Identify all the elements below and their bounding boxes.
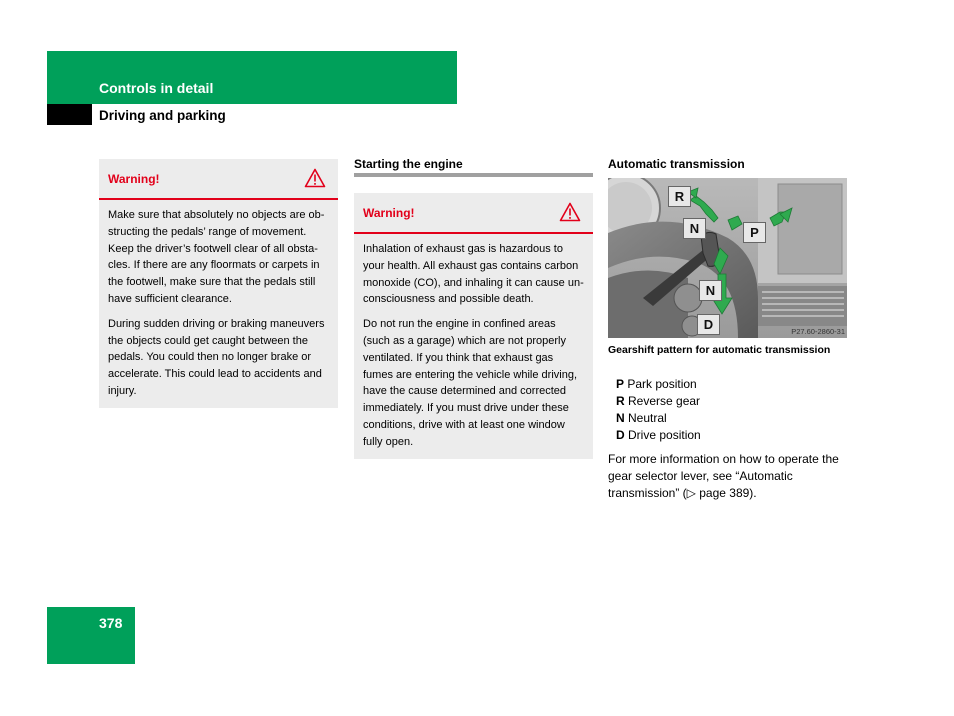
legend-text: Reverse gear (628, 394, 701, 408)
gear-label-d: D (697, 314, 720, 335)
warning-header (99, 159, 338, 200)
heading-rule (354, 173, 593, 177)
starting-engine-heading: Starting the engine (354, 157, 463, 171)
legend-key: D (616, 428, 625, 442)
warning-paragraph: Do not run the engine in confined areas (such as a garage) which are not properly ventilated. If you think that exhaust gas fumes are entering the vehicle while driving, have the cause determined and corrected immediately. If you must drive under these conditions, drive with at least one window fully open. (363, 318, 578, 448)
gear-label-n-bottom: N (699, 280, 722, 301)
legend-item (616, 393, 701, 410)
gearshift-illustration (608, 178, 847, 338)
legend-key: P (616, 377, 625, 391)
legend-text: Drive position (628, 428, 701, 442)
legend-text: Park position (627, 377, 697, 391)
legend-item (616, 410, 701, 427)
warning-triangle-icon (304, 168, 326, 188)
warning-triangle-icon (559, 202, 581, 222)
gear-label-p: P (743, 222, 766, 243)
warning-label: Warning! (108, 172, 160, 186)
page-number: 378 (99, 615, 123, 631)
warning-paragraph: During sudden driving or braking maneuvers the objects could get caught between the pedals. You could then no longer brake or accelerate. This could lead to accidents and injury. (108, 317, 325, 397)
legend-key: N (616, 411, 625, 425)
warning-label: Warning! (363, 206, 415, 220)
automatic-transmission-heading: Automatic transmission (608, 157, 745, 171)
warning-body (99, 200, 338, 408)
section-subtitle: Driving and parking (99, 108, 226, 123)
gear-legend (616, 376, 701, 444)
left-warning-box (99, 159, 338, 408)
middle-warning-box (354, 193, 593, 459)
warning-header (354, 193, 593, 234)
figure-code: P27.60-2860-31 (791, 327, 845, 336)
warning-paragraph: Inhalation of exhaust gas is hazardous to your health. All exhaust gas contains carbon monoxide (CO), and inhaling it can cause un-consciousness and possible death. (363, 243, 584, 306)
gearshift-photo (608, 178, 847, 338)
legend-item (616, 376, 701, 393)
warning-body (354, 234, 593, 459)
warning-paragraph: Make sure that absolutely no objects are ob-structing the pedals’ range of movement. Keep the driver’s footwell clear of all obsta-cles. If there are any floormats or carpets in the footwell, make sure that the pedals still have sufficient clearance. (108, 209, 325, 305)
more-info-text: For more information on how to operate the gear selector lever, see “Automatic transmission” (▷ page 389). (608, 452, 839, 500)
figure-caption: Gearshift pattern for automatic transmission (608, 344, 831, 356)
gear-label-n-top: N (683, 218, 706, 239)
section-title: Controls in detail (99, 80, 214, 96)
legend-key: R (616, 394, 625, 408)
header-marker (47, 104, 92, 125)
gear-label-r: R (668, 186, 691, 207)
legend-item (616, 427, 701, 444)
header-bar (47, 51, 457, 104)
legend-text: Neutral (628, 411, 667, 425)
